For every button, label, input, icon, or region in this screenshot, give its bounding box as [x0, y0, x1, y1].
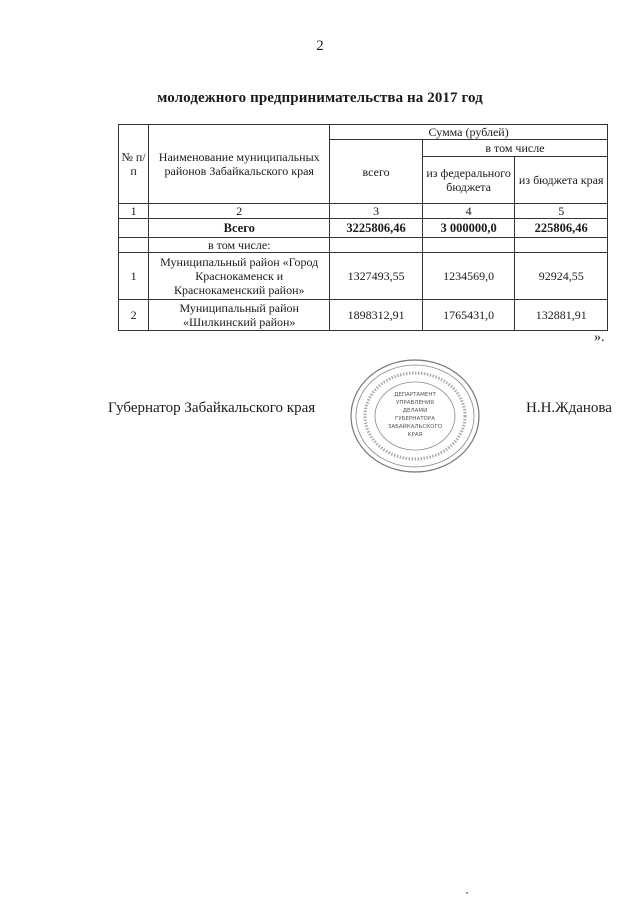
column-index: 5 — [515, 204, 608, 219]
funding-table — [118, 124, 608, 331]
column-index: 2 — [149, 204, 330, 219]
row-total: 1327493,55 — [330, 253, 423, 300]
closing-quote: ». — [594, 330, 605, 345]
page-number: 2 — [316, 38, 324, 54]
header-amount: Сумма (рублей) — [330, 125, 608, 140]
header-district-name: Наименование муниципальных районов Забайкальского края — [149, 125, 330, 204]
header-number: № п/п — [119, 125, 149, 204]
header-regional: из бюджета края — [515, 157, 608, 204]
header-including: в том числе — [422, 140, 607, 157]
empty-cell — [330, 238, 423, 253]
totals-row — [119, 219, 608, 238]
row-regional: 132881,91 — [515, 300, 608, 331]
signatory-name: Н.Н.Жданова — [526, 400, 612, 416]
seal-line: ГУБЕРНАТОРА — [395, 416, 435, 422]
table-row — [119, 300, 608, 331]
seal-line: УПРАВЛЕНИЯ — [395, 400, 435, 406]
row-district-name: Муниципальный район «Шилкинский район» — [149, 300, 330, 331]
seal-line: ДЕПАРТАМЕНТ — [394, 392, 436, 398]
row-number: 2 — [119, 300, 149, 331]
including-number — [119, 238, 149, 253]
column-index: 4 — [422, 204, 515, 219]
including-label: в том числе: — [149, 238, 330, 253]
row-regional: 92924,55 — [515, 253, 608, 300]
row-district-name: Муниципальный район «Город Краснокаменск и Краснокаменский район» — [149, 253, 330, 300]
document-title: молодежного предпринимательства на 2017 год — [157, 90, 483, 106]
official-seal — [345, 356, 485, 476]
seal-line: ДЕЛАМИ — [402, 408, 428, 414]
seal-line: ЗАБАЙКАЛЬСКОГО — [387, 424, 443, 430]
row-number: 1 — [119, 253, 149, 300]
column-index: 1 — [119, 204, 149, 219]
totals-federal: 3 000000,0 — [422, 219, 515, 238]
row-federal: 1234569,0 — [422, 253, 515, 300]
scan-artifact — [466, 892, 468, 894]
table-row — [119, 253, 608, 300]
column-index: 3 — [330, 204, 423, 219]
row-total: 1898312,91 — [330, 300, 423, 331]
empty-cell — [422, 238, 515, 253]
totals-regional: 225806,46 — [515, 219, 608, 238]
totals-number — [119, 219, 149, 238]
signatory-role: Губернатор Забайкальского края — [108, 400, 316, 416]
totals-total: 3225806,46 — [330, 219, 423, 238]
row-federal: 1765431,0 — [422, 300, 515, 331]
column-index-row — [119, 204, 608, 219]
header-federal: из федерального бюджета — [422, 157, 515, 204]
header-total: всего — [330, 140, 423, 204]
including-row — [119, 238, 608, 253]
seal-line: КРАЯ — [407, 432, 423, 438]
totals-label: Всего — [149, 219, 330, 238]
empty-cell — [515, 238, 608, 253]
